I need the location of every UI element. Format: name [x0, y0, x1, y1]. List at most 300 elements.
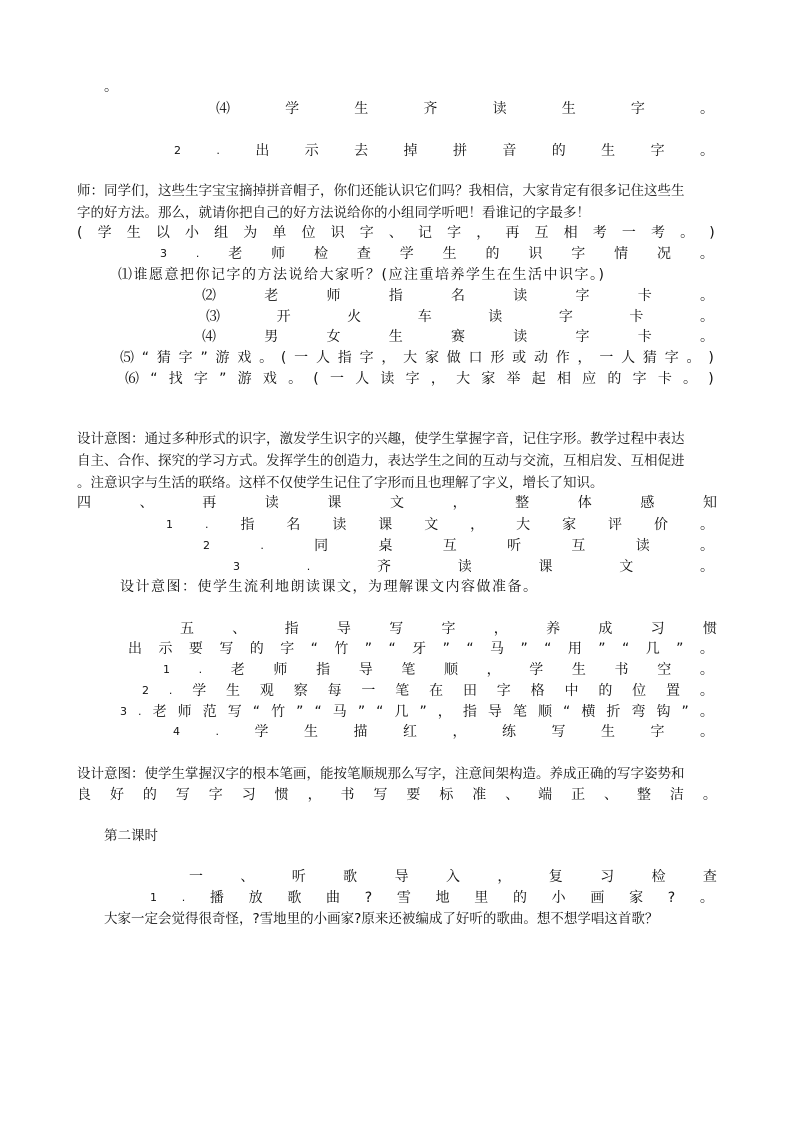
token: 音 — [502, 143, 517, 159]
token: “ — [544, 641, 552, 657]
design-intent-2: 设计意图：使学生流利地朗读课文，为理解课文内容做准备。 — [120, 579, 539, 595]
token: 识 — [330, 225, 345, 241]
token: 整 — [636, 787, 651, 803]
token: 几 — [394, 704, 409, 720]
token: 火 — [347, 309, 362, 325]
token: 钩 — [656, 704, 671, 720]
token: ， — [493, 621, 508, 637]
token: 书 — [340, 787, 355, 803]
token: 字 — [630, 101, 645, 117]
token: 字 — [208, 787, 223, 803]
token: ” — [357, 704, 366, 720]
token: 大 — [456, 371, 471, 387]
token: ” — [598, 641, 606, 657]
token: 作 — [555, 350, 570, 366]
teacher-paragraph-line-2: 字的好方法。那么，就请你把自己的好方法说给你的小组同学听吧！看谁记的字最多！ — [77, 205, 590, 221]
token: 。 — [686, 350, 701, 366]
heading-3-teacher-check — [160, 245, 714, 263]
token: ” — [419, 704, 427, 720]
token: 描 — [353, 724, 368, 740]
token: 文 — [619, 559, 634, 575]
token: 生 — [442, 246, 457, 262]
token: 要 — [188, 641, 203, 657]
token: 记 — [417, 225, 432, 241]
token: 的 — [598, 683, 613, 699]
token: 评 — [608, 517, 623, 533]
token: “ — [388, 641, 396, 657]
token: 师 — [271, 246, 286, 262]
token: 课 — [327, 495, 342, 511]
token: 字 — [558, 309, 573, 325]
token: 空 — [657, 662, 672, 678]
token: 出 — [255, 143, 270, 159]
token: ⑶ — [206, 309, 220, 325]
token: 标 — [439, 787, 454, 803]
token: 歌 — [287, 890, 302, 906]
token: 惯 — [274, 787, 289, 803]
teacher-paragraph-line-1: 师：同学们，这些生字宝宝摘掉拼音帽子，你们还能认识它们吗？我相信，大家肯定有很多记住这些生 — [77, 183, 685, 199]
token: 四 — [77, 495, 91, 511]
token: 考 — [650, 225, 665, 241]
token: 2 — [203, 539, 210, 552]
token: . — [260, 539, 264, 552]
token: ， — [307, 787, 322, 803]
token: 查 — [702, 869, 717, 885]
token: 、 — [505, 787, 520, 803]
token: ， — [437, 704, 452, 720]
token: 学 — [529, 662, 544, 678]
token: 读 — [332, 517, 347, 533]
token: 家 — [424, 350, 439, 366]
group-activity-note — [77, 224, 715, 242]
token: 拼 — [452, 143, 467, 159]
token: ” — [364, 641, 373, 657]
token: ， — [381, 350, 396, 366]
token: 读 — [264, 495, 279, 511]
token: 1 — [150, 891, 157, 904]
token: 。 — [699, 246, 714, 262]
token: 。 — [700, 538, 714, 554]
token: ， — [497, 869, 512, 885]
token: 同 — [314, 538, 329, 554]
token: 出 — [128, 641, 142, 657]
token: 生 — [388, 329, 403, 345]
token: 游 — [215, 350, 230, 366]
token: 察 — [293, 683, 308, 699]
token: 况 — [657, 246, 671, 262]
token: 读 — [513, 329, 528, 345]
token: 查 — [356, 246, 371, 262]
token: 猜 — [642, 350, 657, 366]
activity-6-find-game — [125, 370, 714, 388]
token: . — [198, 663, 203, 676]
token: 置 — [666, 683, 680, 699]
token: 每 — [327, 683, 342, 699]
token: 。 — [699, 641, 714, 657]
token: 指 — [316, 662, 331, 678]
token: 一 — [599, 350, 614, 366]
token: ) — [708, 350, 714, 366]
token: 字 — [359, 225, 374, 241]
token: 互 — [534, 225, 549, 241]
token: “ — [150, 371, 158, 387]
token: 大 — [516, 517, 531, 533]
token: 课 — [538, 559, 553, 575]
token: 老 — [228, 246, 243, 262]
token: ， — [452, 495, 467, 511]
token: 位 — [301, 225, 316, 241]
token: 生 — [561, 101, 576, 117]
token: 老 — [264, 288, 279, 304]
token: ( — [313, 371, 319, 387]
token: 写 — [551, 724, 566, 740]
token: 字 — [441, 621, 456, 637]
token: 4 — [173, 725, 180, 738]
heading-2-show-characters — [174, 142, 714, 160]
token: 复 — [548, 869, 563, 885]
token: ， — [430, 371, 445, 387]
token: 、 — [604, 787, 618, 803]
token: ” — [442, 641, 450, 657]
token: 用 — [567, 641, 582, 657]
token: 文 — [389, 495, 404, 511]
token: 卡 — [637, 288, 652, 304]
token: 竹 — [271, 704, 286, 720]
token: 。 — [699, 101, 714, 117]
token: ⑷ — [216, 101, 230, 117]
token: 马 — [490, 641, 505, 657]
token: ⑷ — [202, 329, 216, 345]
token: 练 — [502, 724, 516, 740]
token: 齐 — [377, 559, 391, 575]
token: “ — [376, 704, 384, 720]
token: 字 — [280, 641, 295, 657]
token: . — [168, 684, 173, 697]
token: 示 — [304, 143, 319, 159]
token: “ — [310, 641, 318, 657]
token: 体 — [577, 495, 592, 511]
token: 感 — [640, 495, 655, 511]
token: 书 — [614, 662, 629, 678]
step-4-2 — [203, 537, 714, 555]
token: 顺 — [537, 704, 552, 720]
token: ， — [486, 662, 501, 678]
token: . — [215, 725, 219, 738]
token: 起 — [531, 371, 546, 387]
teacher-paragraph — [77, 180, 717, 224]
token: 读 — [492, 101, 507, 117]
token: 导 — [394, 869, 409, 885]
step-5-1 — [163, 661, 714, 679]
token: 读 — [513, 288, 528, 304]
token: 做 — [446, 350, 461, 366]
token: 为 — [243, 225, 258, 241]
token: 桌 — [378, 538, 393, 554]
token: 检 — [314, 246, 328, 262]
token: 生 — [601, 143, 616, 159]
token: 1 — [166, 518, 173, 531]
token: 形 — [490, 350, 505, 366]
token: 3 — [233, 560, 240, 573]
token: 弯 — [631, 704, 646, 720]
token: 学 — [254, 724, 269, 740]
top-mark: 。 — [104, 79, 118, 95]
design-intent-1-line-1: 设计意图：通过多种形式的识字，激发学生识字的兴趣，使学生掌握字音，记住字形。教学过程中表达 — [77, 431, 685, 447]
token: 举 — [506, 371, 521, 387]
token: 价 — [653, 517, 668, 533]
token: ” — [200, 350, 208, 366]
token: 雪 — [396, 890, 411, 906]
token: 五 — [180, 621, 194, 637]
token: 游 — [237, 371, 252, 387]
token: 横 — [581, 704, 596, 720]
token: 车 — [417, 309, 432, 325]
token: 曲 — [326, 890, 341, 906]
token: 字 — [447, 225, 462, 241]
token: 顺 — [443, 662, 458, 678]
token: 洁 — [669, 787, 684, 803]
token: 习 — [600, 869, 615, 885]
token: 名 — [451, 288, 465, 304]
token: ” — [296, 704, 304, 720]
token: 。 — [680, 225, 695, 241]
token: 一 — [294, 350, 309, 366]
token: 课 — [378, 517, 393, 533]
token: 。 — [699, 890, 714, 906]
token: 的 — [249, 641, 264, 657]
activity-3 — [206, 308, 714, 326]
token: 入 — [445, 869, 460, 885]
token: ， — [470, 517, 485, 533]
token: 写 — [219, 641, 234, 657]
token: “ — [622, 641, 630, 657]
token: 考 — [592, 225, 607, 241]
token: 放 — [248, 890, 263, 906]
token: 。 — [700, 329, 714, 345]
token: 字 — [496, 683, 511, 699]
token: 。 — [699, 704, 714, 720]
token: 卡 — [629, 309, 644, 325]
token: 以 — [155, 225, 170, 241]
token: 字 — [650, 143, 665, 159]
token: 老 — [152, 704, 167, 720]
section-4-heading — [77, 494, 717, 512]
token: 猜 — [156, 350, 171, 366]
token: 人 — [621, 350, 636, 366]
section-5-heading — [180, 620, 717, 638]
token: 写 — [175, 787, 190, 803]
token: 地 — [435, 890, 450, 906]
token: 名 — [286, 517, 301, 533]
token: ” — [681, 704, 689, 720]
token: 指 — [337, 350, 352, 366]
token: 互 — [442, 538, 457, 554]
token: 指 — [240, 517, 255, 533]
step-4-1 — [166, 516, 714, 534]
token: 2 — [174, 144, 181, 157]
token: 开 — [276, 309, 291, 325]
token: 。 — [699, 683, 714, 699]
token: 位 — [632, 683, 647, 699]
activity-5-guess-game — [120, 349, 714, 367]
lesson-2-step-1 — [150, 889, 714, 907]
token: 小 — [551, 890, 566, 906]
token: 一 — [329, 371, 344, 387]
token: 的 — [485, 246, 500, 262]
token: 指 — [388, 288, 403, 304]
token: 读 — [635, 538, 650, 554]
token: 3 — [120, 705, 127, 718]
activity-2 — [202, 287, 714, 305]
token: 卡 — [657, 371, 672, 387]
token: 相 — [563, 225, 578, 241]
step-5-3 — [120, 703, 714, 721]
token: 导 — [336, 621, 351, 637]
step-4-3 — [233, 558, 714, 576]
token: 歌 — [343, 869, 358, 885]
token: 学 — [285, 101, 300, 117]
token: 、 — [139, 495, 154, 511]
token: 家 — [481, 371, 496, 387]
token: 找 — [168, 371, 183, 387]
token: 的 — [607, 371, 622, 387]
token: 的 — [551, 143, 566, 159]
token: 人 — [355, 371, 370, 387]
token: 学 — [97, 225, 112, 241]
token: . — [195, 247, 200, 260]
token: 田 — [462, 683, 477, 699]
token: 生 — [226, 683, 241, 699]
token: 在 — [429, 683, 444, 699]
token: 学 — [192, 683, 207, 699]
token: 字 — [405, 371, 420, 387]
token: 字 — [650, 724, 665, 740]
token: 戏 — [262, 371, 277, 387]
token: 字 — [359, 350, 374, 366]
token: 字 — [575, 288, 590, 304]
token: 老 — [230, 662, 245, 678]
token: 相 — [556, 371, 571, 387]
token: 组 — [214, 225, 229, 241]
token: 动 — [533, 350, 548, 366]
token: . — [204, 518, 209, 531]
token: 3 — [160, 247, 167, 260]
token: 听 — [291, 869, 306, 885]
token: 笔 — [395, 683, 410, 699]
token: 、 — [388, 225, 403, 241]
token: 折 — [606, 704, 621, 720]
token: 一 — [361, 683, 376, 699]
token: 听 — [507, 538, 522, 554]
token: 良 — [77, 787, 91, 803]
token: 。 — [699, 143, 714, 159]
token: 、 — [232, 621, 247, 637]
token: ” — [676, 641, 684, 657]
token: 的 — [142, 787, 157, 803]
token: 中 — [564, 683, 579, 699]
token: 、 — [240, 869, 255, 885]
token: 竹 — [334, 641, 349, 657]
token: . — [306, 560, 311, 573]
token: 戏 — [237, 350, 252, 366]
token: 整 — [515, 495, 530, 511]
token: ⑸ — [120, 350, 134, 366]
token: ? — [364, 890, 373, 906]
token: 读 — [380, 371, 395, 387]
token: 互 — [571, 538, 586, 554]
token: ， — [452, 724, 467, 740]
token: 家 — [562, 517, 577, 533]
token: 一 — [621, 225, 636, 241]
token: “ — [466, 641, 474, 657]
token: 检 — [651, 869, 666, 885]
token: 几 — [645, 641, 660, 657]
design-intent-1 — [77, 428, 717, 494]
token: 格 — [530, 683, 545, 699]
token: 。 — [683, 371, 698, 387]
token: ” — [520, 641, 528, 657]
show-characters-line — [128, 640, 714, 658]
token: 大 — [403, 350, 418, 366]
token: 。 — [700, 724, 714, 740]
token: ( — [280, 350, 287, 366]
token: 师 — [177, 704, 192, 720]
token: 观 — [259, 683, 274, 699]
token: 字 — [178, 350, 193, 366]
token: 一 — [189, 869, 203, 885]
token: 应 — [582, 371, 597, 387]
token: 。 — [259, 350, 274, 366]
token: 知 — [702, 495, 717, 511]
design-intent-3-line-1: 设计意图：使学生掌握汉字的根本笔画，能按笔顺规那么写字，注意间架构造。养成正确的写字姿势和 — [77, 766, 685, 782]
token: 生 — [126, 225, 141, 241]
design-intent-1-line-2: 自主、合作、探究的学习方式。发挥学生的创造力，表达学生之间的互动与交流，互相启发、互相促进 — [77, 453, 685, 469]
token: 画 — [590, 890, 605, 906]
token: 指 — [462, 704, 477, 720]
token: 。 — [699, 662, 714, 678]
token: 写 — [227, 704, 242, 720]
token: 读 — [488, 309, 503, 325]
token: 。 — [700, 288, 714, 304]
token: 里 — [474, 890, 489, 906]
token: 示 — [158, 641, 173, 657]
token: ) — [709, 225, 715, 241]
token: 小 — [184, 225, 199, 241]
token: 牙 — [412, 641, 427, 657]
token: 写 — [389, 621, 404, 637]
token: ? — [667, 890, 676, 906]
token: ⑵ — [202, 288, 216, 304]
token: 齐 — [423, 101, 438, 117]
token: 范 — [202, 704, 217, 720]
token: 。 — [702, 787, 717, 803]
token: . — [216, 144, 220, 157]
token: 习 — [650, 621, 665, 637]
token: 家 — [629, 890, 644, 906]
token: ， — [476, 225, 491, 241]
token: 指 — [284, 621, 299, 637]
token: 的 — [512, 890, 527, 906]
token: 字 — [575, 329, 590, 345]
token: 读 — [457, 559, 472, 575]
token: 再 — [505, 225, 520, 241]
token: 赛 — [451, 329, 465, 345]
token: 文 — [424, 517, 439, 533]
token: 正 — [571, 787, 586, 803]
token: 字 — [664, 350, 679, 366]
token: 师 — [273, 662, 288, 678]
token: ， — [577, 350, 592, 366]
